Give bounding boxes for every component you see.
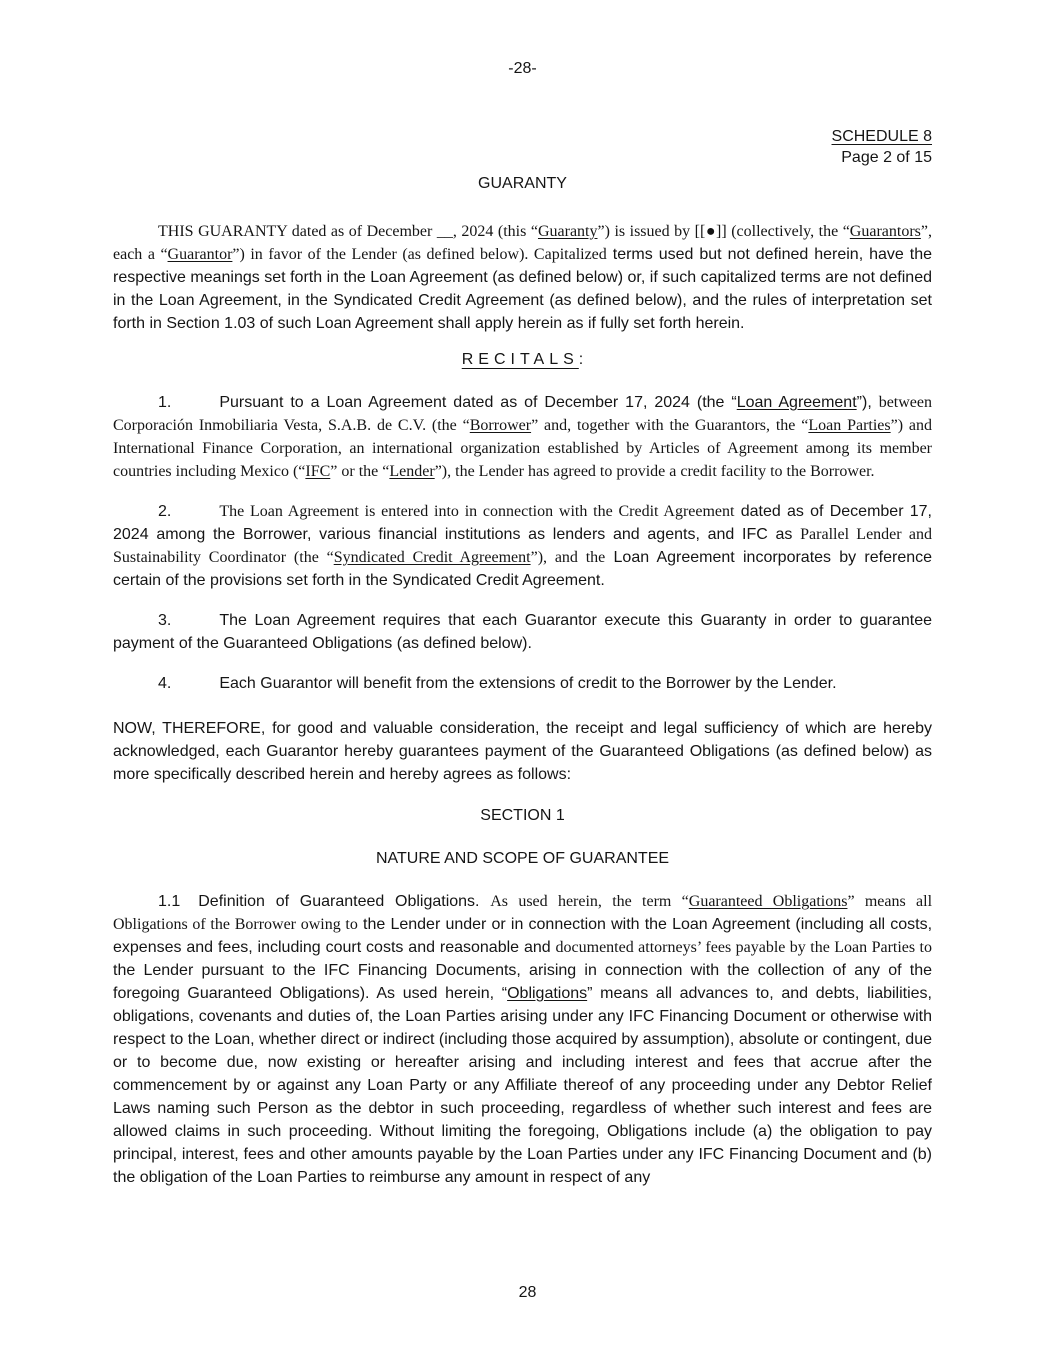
- document-title: GUARANTY: [478, 175, 567, 192]
- recital-4: [113, 672, 932, 695]
- paragraph-now-therefore: NOW, THEREFORE, for good and valuable consideration, the receipt and legal sufficiency of which are hereby acknowledged, each Guarantor hereby guarantees payment of the Guaranteed Obligations (as defined below) as more specifically described herein and hereby agrees as follows:: [113, 720, 932, 783]
- paragraph-1-1-number: 1.1: [158, 893, 181, 910]
- paragraph-1-1: [113, 890, 932, 1189]
- recital-3-text: The Loan Agreement requires that each Guarantor execute this Guaranty in order to guarantee payment of the Guaranteed Obligations (as defined below).: [113, 612, 932, 652]
- recital-2: [113, 500, 932, 592]
- paragraph-1-1-text: Definition of Guaranteed Obligations. As used herein, the term “Guaranteed Obligations” means all Obligations of the Borrower owing to the Lender under or in connection with the Loan Agreement (including all costs, expenses and fees, including court costs and reasonable and documented attorneys’ fees payable by the Loan Parties to the Lender pursuant to the IFC Financing Documents, arising in connection with the collection of any of the foregoing Guaranteed Obligations). As used herein, “Obligations” means all advances to, and debts, liabilities, obligations, covenants and duties of, the Loan Parties arising under any IFC Financing Document or otherwise with respect to the Loan, whether direct or indirect (including those acquired by assumption), absolute or contingent, due or to become due, now existing or hereafter arising and including interest and fees that accrue after the commencement by or against any Loan Party or any Affiliate thereof of any proceeding under any Debtor Relief Laws naming such Person as the debtor in such proceeding, regardless of whether such interest and fees are allowed claims in such proceeding. Without limiting the foregoing, Obligations include (a) the obligation to pay principal, interest, fees and other amounts payable by the Loan Parties under any IFC Financing Document and (b) the obligation of the Loan Parties to reimburse any amount in respect of any: [113, 893, 933, 1186]
- schedule-header: [113, 126, 932, 168]
- paragraph-intro: THIS GUARANTY dated as of December __, 2024 (this “Guaranty”) is issued by [[●]] (collectively, the “Guarantors”, each a “Guarantor”) in favor of the Lender (as defined below). Capitalized terms used but not defined herein, have the respective meanings set forth in the Loan Agreement (as defined below) or, if such capitalized terms are not defined in the Loan Agreement, in the Syndicated Credit Agreement (as defined below), and the rules of interpretation set forth in Section 1.03 of such Loan Agreement shall apply herein as if fully set forth herein.: [113, 223, 932, 332]
- recital-2-number: 2.: [158, 503, 172, 520]
- schedule-label: SCHEDULE 8: [831, 128, 932, 145]
- recital-1-text: Pursuant to a Loan Agreement dated as of December 17, 2024 (the “Loan Agreement”), between Corporación Inmobiliaria Vesta, S.A.B. de C.V. (the “Borrower” and, together with the Guarantors, the “Loan Parties”) and International Finance Corporation, an international organization established by Articles of Agreement among its member countries including Mexico (“IFC” or the “Lender”), the Lender has agreed to provide a credit facility to the Borrower.: [113, 394, 933, 480]
- section-heading: SECTION 1: [480, 807, 565, 824]
- recital-4-number: 4.: [158, 675, 172, 692]
- recital-3: [113, 609, 932, 655]
- recital-2-text: The Loan Agreement is entered into in connection with the Credit Agreement dated as of December 17, 2024 among the Borrower, various financial institutions as lenders and agents, and IFC as Parallel Lender and Sustainability Coordinator (the “Syndicated Credit Agreement”), and the Loan Agreement incorporates by reference certain of the provisions set forth in the Syndicated Credit Agreement.: [113, 503, 933, 589]
- recital-4-text: Each Guarantor will benefit from the extensions of credit to the Borrower by the Lender.: [219, 675, 837, 692]
- footer-page-number: 28: [518, 1284, 537, 1301]
- recital-1: [113, 391, 932, 483]
- recital-3-number: 3.: [158, 612, 172, 629]
- section-subheading: NATURE AND SCOPE OF GUARANTEE: [375, 850, 670, 867]
- recitals-heading-word: RECITALS: [461, 351, 579, 368]
- recitals-heading-colon: :: [578, 351, 584, 368]
- top-page-number: -28-: [508, 60, 537, 77]
- recital-1-number: 1.: [158, 394, 172, 411]
- recitals-heading: [113, 348, 932, 371]
- schedule-label-line: [113, 126, 932, 147]
- page-label: Page 2 of 15: [841, 149, 932, 166]
